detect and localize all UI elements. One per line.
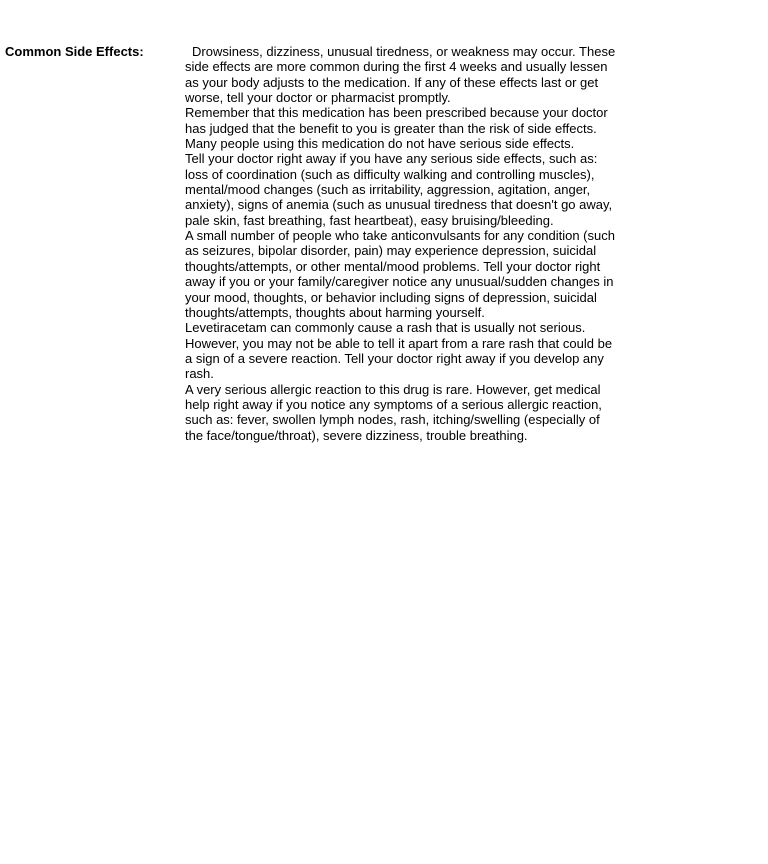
paragraph-benefit-risk: Remember that this medication has been prescribed because your doctor has judged that the benefit to you is greater than the risk of side effects. Many people using this medication do not have serious side effects. (185, 105, 608, 152)
paragraph-mood-warning: A small number of people who take anticonvulsants for any condition (such as seizures, bipolar disorder, pain) may experience depression, suicidal thoughts/attempts, or other mental/mood problems. Tell your doctor right away if you or your family/caregiver notice any unusual/sudden changes in your mood, thoughts, or behavior including signs of depression, suicidal thoughts/attempts, thoughts about harming yourself. (185, 228, 615, 320)
paragraph-drowsiness: Drowsiness, dizziness, unusual tiredness, or weakness may occur. These side effects are more common during the first 4 weeks and usually lessen as your body adjusts to the medication. If any of these effects last or get worse, tell your doctor or pharmacist promptly. (185, 44, 616, 106)
section-content (185, 44, 620, 443)
paragraph-serious-side-effects: Tell your doctor right away if you have any serious side effects, such as: loss of coordination (such as difficulty walking and controlling muscles), mental/mood changes (such as irritability, aggression, agitation, anger, anxiety), signs of anemia (such as unusual tiredness that doesn't go away, pale skin, fast breathing, fast heartbeat), easy bruising/bleeding. (185, 151, 613, 228)
section-label: Common Side Effects: (5, 44, 144, 59)
paragraph-allergic-reaction: A very serious allergic reaction to this drug is rare. However, get medical help right away if you notice any symptoms of a serious allergic reaction, such as: fever, swollen lymph nodes, rash, itching/swelling (especially of the face/tongue/throat), severe dizziness, trouble breathing. (185, 381, 602, 443)
paragraph-rash: Levetiracetam can commonly cause a rash that is usually not serious. However, you may not be able to tell it apart from a rare rash that could be a sign of a severe reaction. Tell your doctor right away if you develop any rash. (185, 320, 613, 382)
